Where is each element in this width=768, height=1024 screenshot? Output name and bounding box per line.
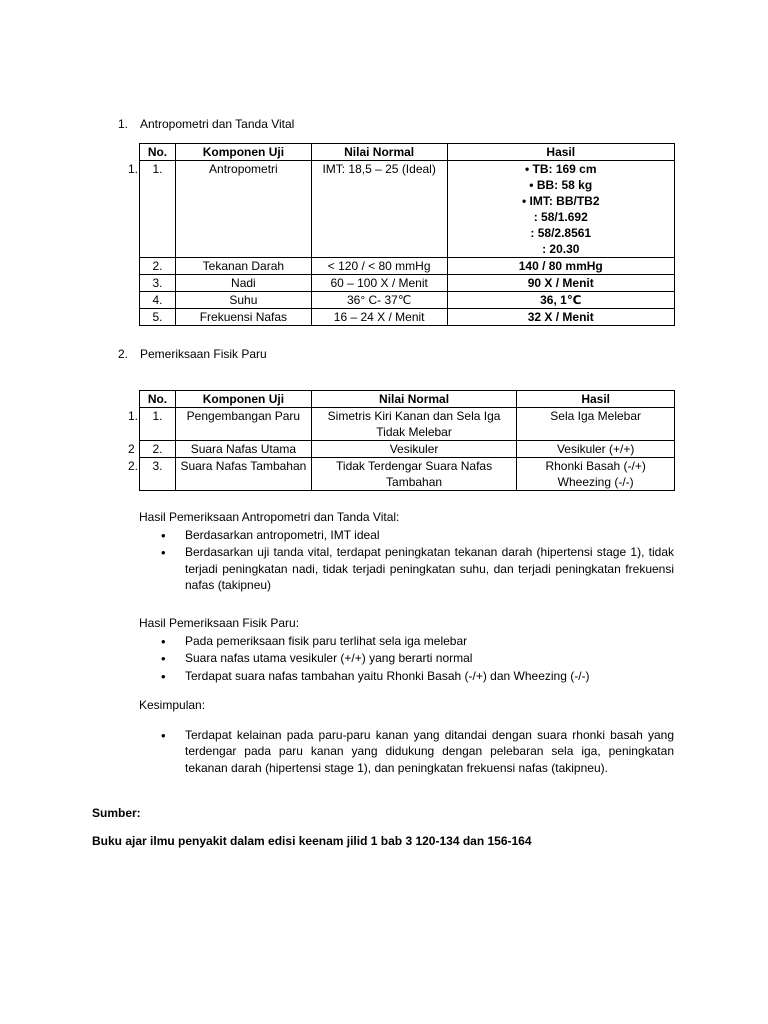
cell-hasil: 36, 1℃ [447, 292, 675, 309]
section2-number: 2. [118, 347, 129, 361]
cell-no: 3. [140, 458, 176, 491]
cell-komponen: Suhu [175, 292, 311, 309]
kesimpulan-title: Kesimpulan: [139, 698, 206, 712]
header-komponen: Komponen Uji [175, 391, 311, 408]
section1-side-label: 1. [128, 162, 139, 176]
cell-hasil: 140 / 80 mmHg [447, 258, 675, 275]
list-item-text: Suara nafas utama vesikuler (+/+) yang berarti normal [185, 651, 473, 666]
cell-no: 1. [140, 408, 176, 441]
cell-no: 2. [140, 258, 176, 275]
kesimpulan-section [139, 697, 674, 777]
header-no: No. [140, 144, 176, 161]
hasil-paru-section [139, 615, 674, 685]
table-row [140, 161, 675, 258]
cell-komponen: Frekuensi Nafas [175, 309, 311, 326]
cell-hasil: Vesikuler (+/+) [517, 441, 675, 458]
lung-exam-table [139, 390, 675, 491]
hasil-line: : 58/2.8561 [530, 226, 592, 240]
sumber-label: Sumber: [92, 806, 141, 820]
section2-side-label: 2 [128, 442, 135, 456]
header-no: No. [140, 391, 176, 408]
cell-hasil: Rhonki Basah (-/+) Wheezing (-/-) [517, 458, 675, 491]
bullet-icon: • [161, 668, 166, 684]
list-item-text: Berdasarkan uji tanda vital, terdapat peningkatan tekanan darah (hipertensi stage 1), tidak terjadi peningkatan nadi, tidak terjadi peningkatan suhu, dan terjadi peningkatan frekuensi nafas (takipneu) [185, 545, 674, 592]
section1-title: Antropometri dan Tanda Vital [140, 117, 295, 131]
cell-normal: IMT: 18,5 – 25 (Ideal) [311, 161, 447, 258]
section2-side-label: 1. [128, 409, 139, 423]
cell-komponen: Antropometri [175, 161, 311, 258]
hasil-line: • IMT: BB/TB2 [521, 194, 600, 208]
section1-number: 1. [118, 117, 129, 131]
cell-hasil: Sela Iga Melebar [517, 408, 675, 441]
table-row [140, 441, 675, 458]
cell-hasil: 90 X / Menit [447, 275, 675, 292]
section2-side-label: 2. [128, 459, 139, 473]
cell-normal: Simetris Kiri Kanan dan Sela Iga Tidak Melebar [311, 408, 517, 441]
cell-no: 2. [140, 441, 176, 458]
section1-heading [118, 116, 294, 132]
hasil-paru-title: Hasil Pemeriksaan Fisik Paru: [139, 616, 300, 630]
cell-normal: 36° C- 37℃ [311, 292, 447, 309]
cell-komponen: Tekanan Darah [175, 258, 311, 275]
cell-normal: < 120 / < 80 mmHg [311, 258, 447, 275]
table-row [140, 309, 675, 326]
vital-signs-table [139, 143, 675, 326]
cell-komponen: Pengembangan Paru [175, 408, 311, 441]
list-item [139, 727, 674, 776]
cell-komponen: Nadi [175, 275, 311, 292]
table-row [140, 292, 675, 309]
cell-komponen: Suara Nafas Tambahan [175, 458, 311, 491]
table-row [140, 408, 675, 441]
header-komponen: Komponen Uji [175, 144, 311, 161]
bullet-icon: • [161, 528, 166, 544]
list-item [139, 544, 674, 593]
section2-title: Pemeriksaan Fisik Paru [140, 347, 267, 361]
cell-hasil [447, 161, 675, 258]
hasil-line: : 20.30 [542, 242, 580, 256]
bullet-icon: • [161, 651, 166, 667]
cell-no: 1. [140, 161, 176, 258]
list-item [139, 650, 674, 666]
list-item [139, 527, 674, 543]
cell-no: 3. [140, 275, 176, 292]
header-nilai-normal: Nilai Normal [311, 144, 447, 161]
list-item [139, 633, 674, 649]
header-nilai-normal: Nilai Normal [311, 391, 517, 408]
cell-komponen: Suara Nafas Utama [175, 441, 311, 458]
header-hasil: Hasil [517, 391, 675, 408]
hasil-antropometri-section [139, 509, 674, 594]
cell-normal: Tidak Terdengar Suara Nafas Tambahan [311, 458, 517, 491]
cell-no: 5. [140, 309, 176, 326]
header-hasil: Hasil [447, 144, 675, 161]
hasil-line: • BB: 58 kg [529, 178, 593, 192]
sumber-text: Buku ajar ilmu penyakit dalam edisi keenam jilid 1 bab 3 120-134 dan 156-164 [92, 834, 532, 848]
cell-normal: Vesikuler [311, 441, 517, 458]
bullet-icon: • [161, 634, 166, 650]
list-item-text: Berdasarkan antropometri, IMT ideal [185, 528, 380, 543]
table-row [140, 258, 675, 275]
list-item [139, 668, 674, 684]
bullet-icon: • [161, 728, 166, 744]
cell-hasil: 32 X / Menit [447, 309, 675, 326]
bullet-icon: • [161, 545, 166, 561]
table-row [140, 275, 675, 292]
list-item-text: Pada pemeriksaan fisik paru terlihat sela iga melebar [185, 634, 468, 649]
list-item-text: Terdapat suara nafas tambahan yaitu Rhonki Basah (-/+) dan Wheezing (-/-) [185, 668, 590, 683]
table-row [140, 458, 675, 491]
table-header-row [140, 391, 675, 408]
hasil-line: : 58/1.692 [533, 210, 588, 224]
cell-no: 4. [140, 292, 176, 309]
hasil-line: • TB: 169 cm [524, 162, 597, 176]
hasil-antropometri-title: Hasil Pemeriksaan Antropometri dan Tanda Vital: [139, 510, 400, 524]
cell-normal: 60 – 100 X / Menit [311, 275, 447, 292]
list-item-text: Terdapat kelainan pada paru-paru kanan yang ditandai dengan suara rhonki basah yang terdengar pada paru kanan yang didukung dengan pelebaran sela iga, peningkatan tekanan darah (hipertensi stage 1), dan peningkatan frekuensi nafas (takipneu). [185, 728, 674, 775]
cell-normal: 16 – 24 X / Menit [311, 309, 447, 326]
table-header-row [140, 144, 675, 161]
section2-heading [118, 346, 267, 362]
